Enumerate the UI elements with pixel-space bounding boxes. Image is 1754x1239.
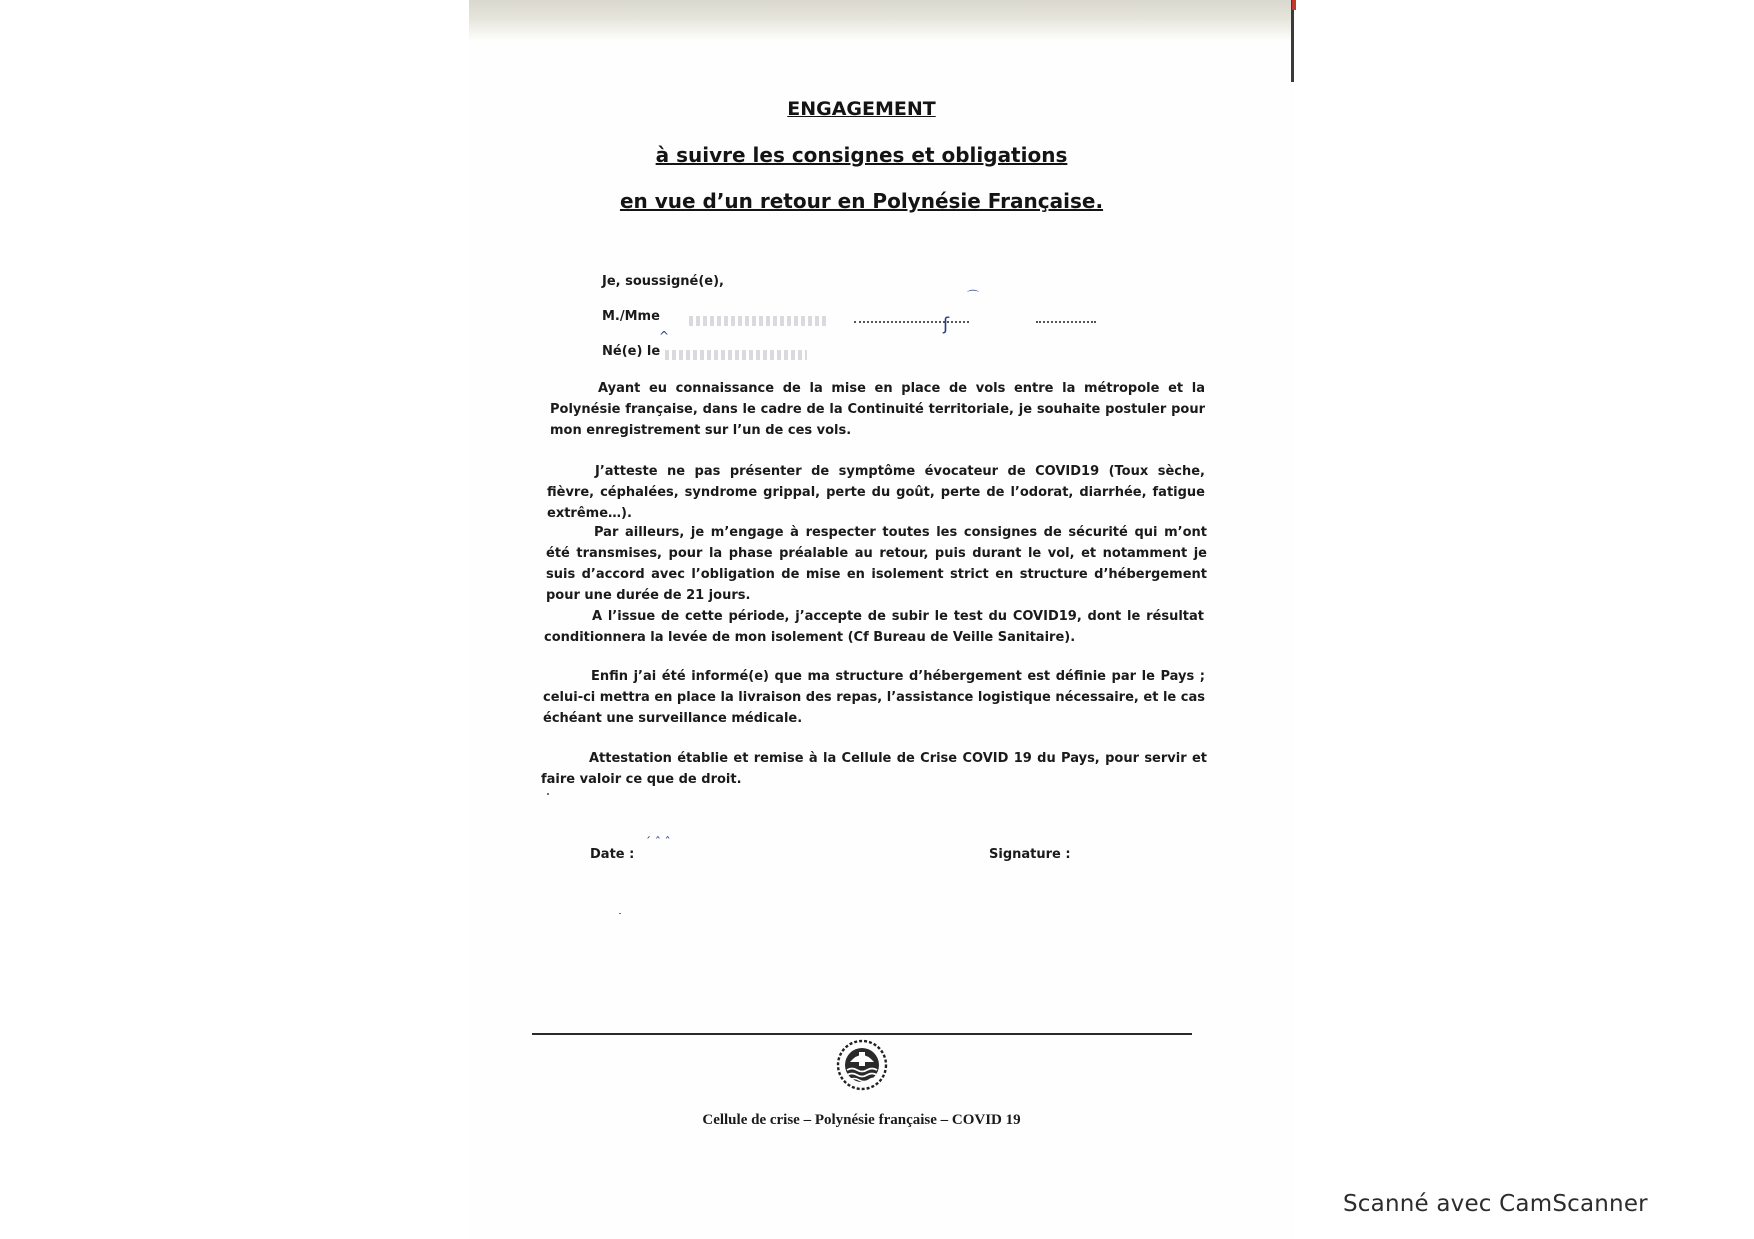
signature-label: Signature : [989, 847, 1071, 862]
document-subtitle-1: à suivre les consignes et obligations [655, 143, 1068, 167]
redacted-birthdate [665, 350, 807, 360]
paragraph-5-text: Enfin j’ai été informé(e) que ma structure d’hébergement est définie par le Pays ; celui-ci mettra en place la livraison des repas, l’assistance logistique nécessaire, et le cas échéant une surveillance médicale. [543, 669, 1205, 726]
document-title: ENGAGEMENT [787, 98, 936, 120]
paragraph-3-text-c: pour une durée de [546, 588, 687, 603]
handwriting-mark-birth: ^ [659, 329, 670, 343]
redacted-name [689, 316, 829, 326]
paragraph-2 [547, 461, 1205, 524]
paragraph-6-text: Attestation établie et remise à la Cellule de Crise COVID 19 du Pays, pour servir et faire valoir ce que de droit. [541, 751, 1207, 787]
footer-rule [532, 1033, 1192, 1035]
handwriting-date-mark: ˊ ˆ ˆ [645, 835, 671, 849]
paragraph-4-text: A l’issue de cette période, j’accepte de subir le test du COVID19, dont le résultat conditionnera la levée de mon isolement (Cf Bureau de Veille Sanitaire). [544, 609, 1204, 645]
scan-speck [547, 793, 549, 795]
document-title-block [469, 86, 1254, 224]
scan-edge-mark [1291, 0, 1294, 82]
scan-speck-2 [619, 913, 621, 914]
paragraph-2-text: J’atteste ne pas présenter de symptôme évocateur de COVID19 (Toux sèche, fièvre, céphalées, syndrome grippal, perte du goût, perte de l’odorat, diarrhée, fatigue extrême…). [547, 464, 1205, 521]
scan-edge-red-mark [1292, 0, 1296, 10]
paragraph-3-text-a: Par ailleurs, je m’engage à respecter toutes les consignes de sécurité qui m’ont été transmises, pour la phase préalable au retour, puis durant le vol, et notamment je suis d’accord avec l’obligation de mise en [546, 525, 1207, 582]
paragraph-3 [546, 522, 1207, 606]
paragraph-4 [544, 606, 1204, 648]
name-dotted-line [854, 321, 969, 324]
paragraph-3-duration: 21 jours [686, 588, 746, 603]
paragraph-3-text-e: . [745, 588, 751, 603]
handwriting-mark: ⌒ [967, 289, 980, 303]
birth-label: Né(e) le [602, 344, 661, 359]
undersigned-label: Je, soussigné(e), [602, 274, 724, 289]
camscanner-watermark: Scanné avec CamScanner [1343, 1191, 1648, 1217]
paragraph-3-emphasis: isolement strict en structure d’hébergement [871, 567, 1207, 582]
paragraph-1-text: Ayant eu connaissance de la mise en place de vols entre la métropole et la Polynésie française, dans le cadre de la Continuité territoriale, je souhaite postuler pour mon enregistrement sur l’un de ces vols. [550, 381, 1205, 438]
scanned-page [469, 0, 1294, 1239]
date-label: Date : [590, 847, 635, 862]
paragraph-6 [541, 748, 1207, 790]
name-dotted-line-2 [1036, 321, 1096, 324]
paragraph-5 [543, 666, 1205, 729]
handwriting-stroke: ʃ [943, 314, 950, 335]
name-label: M./Mme [602, 309, 660, 324]
document-subtitle-2: en vue d’un retour en Polynésie Française. [619, 189, 1104, 213]
polynesia-seal-icon [836, 1038, 888, 1094]
paragraph-1 [550, 378, 1205, 441]
scan-top-shadow [469, 0, 1294, 42]
footer-caption: Cellule de crise – Polynésie française – COVID 19 [702, 1112, 1021, 1128]
